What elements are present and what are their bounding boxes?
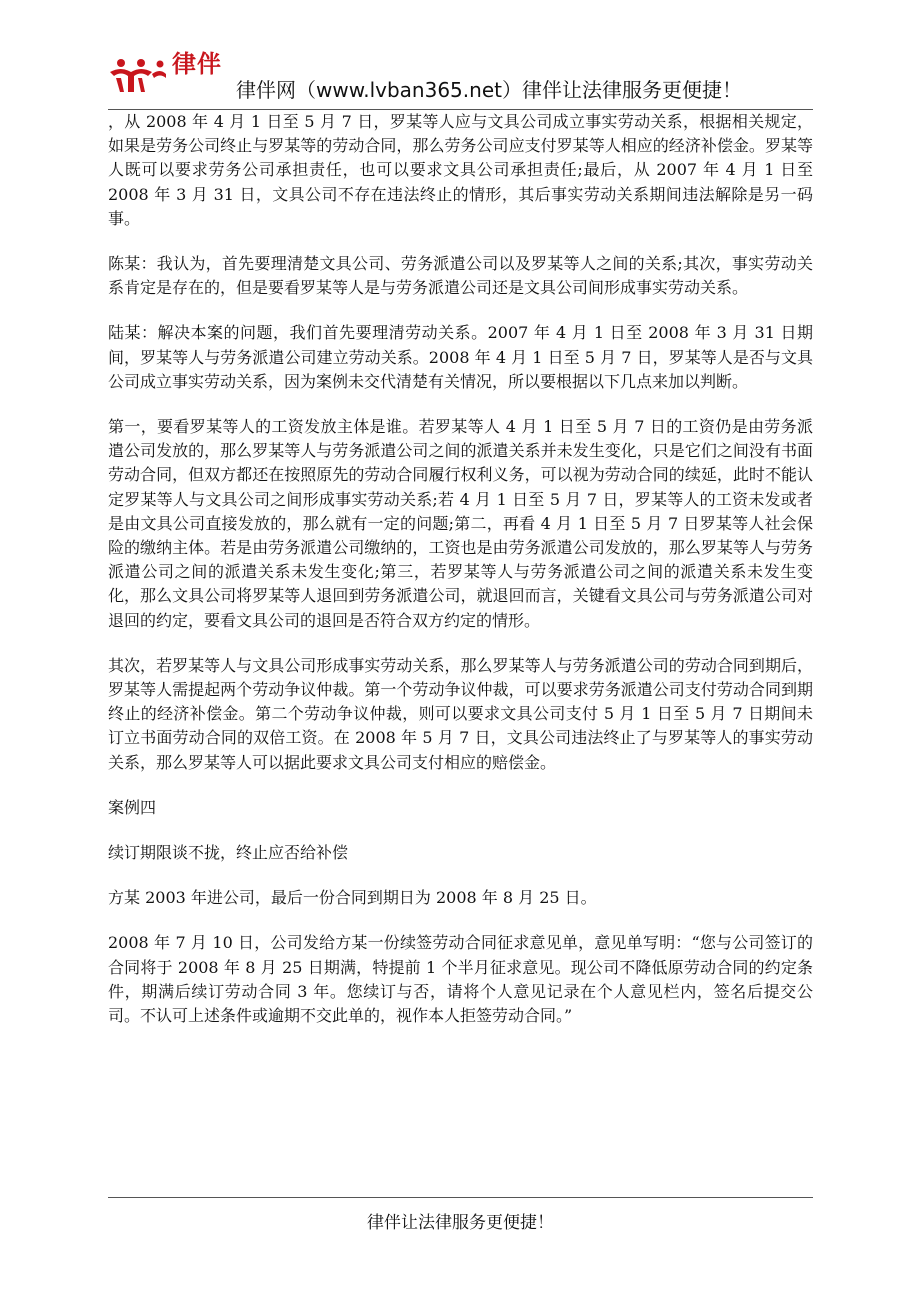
document-body	[108, 110, 813, 1049]
paragraph: 其次，若罗某等人与文具公司形成事实劳动关系，那么罗某等人与劳务派遣公司的劳动合同到期后，罗某等人需提起两个劳动争议仲裁。第一个劳动争议仲裁，可以要求劳务派遣公司支付劳动合同到期终止的经济补偿金。第二个劳动争议仲裁，则可以要求文具公司支付 5 月 1 日至 5 月 7 日期间未订立书面劳动合同的双倍工资。在 2008 年 5 月 7 日，文具公司违法终止了与罗某等人的事实劳动关系，那么罗某等人可以据此要求文具公司支付相应的赔偿金。	[108, 655, 813, 772]
page-footer: 律伴让法律服务更便捷！	[367, 1213, 554, 1233]
paragraph: ，从 2008 年 4 月 1 日至 5 月 7 日，罗某等人应与文具公司成立事实劳动关系，根据相关规定，如果是劳务公司终止与罗某等的劳动合同，那么劳务公司应支付罗某等人相应的经济补偿金。罗某等人既可以要求劳务公司承担责任，也可以要求文具公司承担责任;最后，从 2007 年 4 月 1 日至 2008 年 3 月 31 日，文具公司不存在违法终止的情形，其后事实劳动关系期间违法解除是另一码事。	[108, 112, 813, 228]
case-title: 续订期限谈不拢，终止应否给补偿	[108, 843, 349, 863]
logo-text: 律伴	[172, 50, 222, 78]
paragraph: 2008 年 7 月 10 日，公司发给方某一份续签劳动合同征求意见单，意见单写明：“您与公司签订的合同将于 2008 年 8 月 25 日期满，特提前 1 个半月征求意见。现公司不降低原劳动合同的约定条件，期满后续订劳动合同 3 年。您续订与否，请将个人意见记录在个人意见栏内，签名后提交公司。不认可上述条件或逾期不交此单的，视作本人拒签劳动合同。”	[108, 933, 813, 1026]
paragraph: 陈某：我认为，首先要理清楚文具公司、劳务派遣公司以及罗某等人之间的关系;其次，事实劳动关系肯定是存在的，但是要看罗某等人是与劳务派遣公司还是文具公司间形成事实劳动关系。	[108, 254, 813, 298]
footer-divider	[108, 1197, 813, 1198]
section-heading: 案例四	[108, 797, 157, 817]
paragraph: 第一，要看罗某等人的工资发放主体是谁。若罗某等人 4 月 1 日至 5 月 7 日的工资仍是由劳务派遣公司发放的，那么罗某等人与劳务派遣公司之间的派遣关系并未发生变化，只是它们之间没有书面劳动合同，但双方都还在按照原先的劳动合同履行权利义务，可以视为劳动合同的续延，此时不能认定罗某等人与文具公司之间形成事实劳动关系;若 4 月 1 日至 5 月 7 日，罗某等人的工资未发或者是由文具公司直接发放的，那么就有一定的问题;第二，再看 4 月 1 日至 5 月 7 日罗某等人社会保险的缴纳主体。若是由劳务派遣公司缴纳的，工资也是由劳务派遣公司发放的，那么罗某等人与劳务派遣公司之间的派遣关系未发生变化;第三，若罗某等人与劳务派遣公司之间的派遣关系未发生变化，那么文具公司将罗某等人退回到劳务派遣公司，就退回而言，关键看文具公司与劳务派遣公司对退回的约定，要看文具公司的退回是否符合双方约定的情形。	[108, 417, 813, 630]
page-header	[108, 40, 813, 110]
paragraph: 陆某：解决本案的问题，我们首先要理清劳动关系。2007 年 4 月 1 日至 2008 年 3 月 31 日期间，罗某等人与劳务派遣公司建立劳动关系。2008 年 4 月 1 日至 5 月 7 日，罗某等人是否与文具公司成立事实劳动关系，因为案例未交代清楚有关情况，所以要根据以下几点来加以判断。	[108, 323, 813, 391]
paragraph: 方某 2003 年进公司，最后一份合同到期日为 2008 年 8 月 25 日。	[108, 888, 597, 908]
site-title: 律伴网（www.lvban365.net）律伴让法律服务更便捷！	[236, 78, 742, 102]
